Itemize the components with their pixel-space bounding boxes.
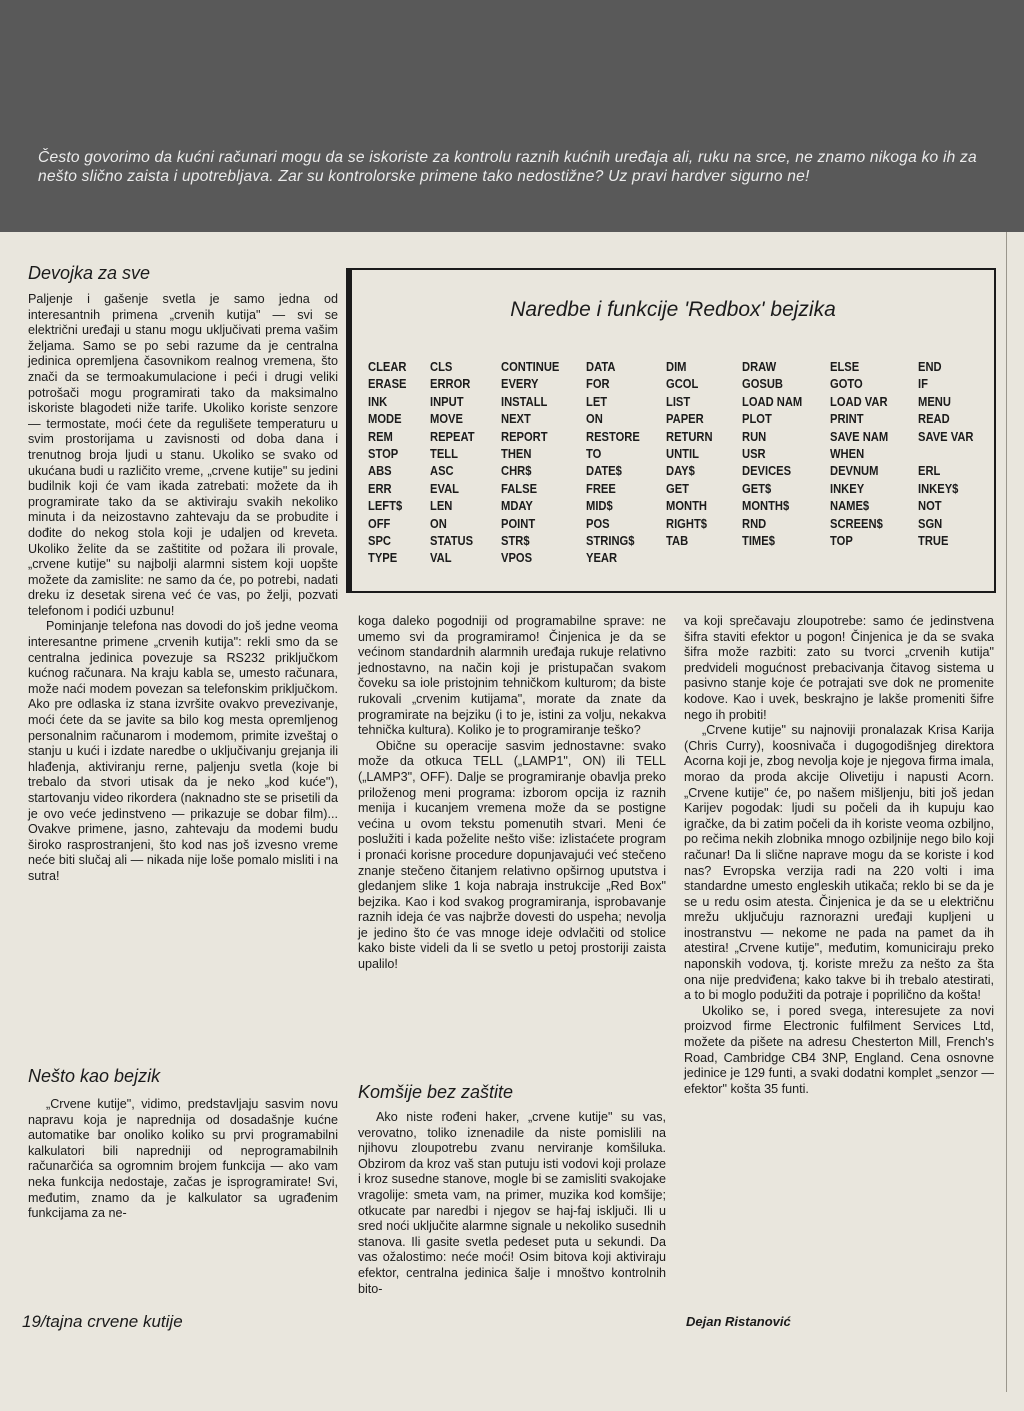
keyword: DRAW: [742, 359, 777, 374]
keyword: RESTORE: [586, 428, 640, 444]
keyword: DIM: [666, 359, 687, 374]
header-banner: [0, 0, 1024, 232]
keyword: STOP: [368, 446, 399, 462]
keyword: FALSE: [501, 480, 538, 496]
keyword: EVAL: [430, 480, 459, 496]
keyword: FOR: [586, 376, 610, 392]
keyword: STATUS: [430, 533, 474, 549]
keyword: MDAY: [501, 498, 533, 514]
keyword: FREE: [586, 480, 616, 496]
keyword: PLOT: [742, 411, 772, 427]
keyword: ERASE: [368, 376, 407, 392]
keyword: PAPER: [666, 411, 704, 427]
keyword-column: [666, 358, 713, 549]
keyword: LOAD NAM: [742, 393, 803, 409]
page-label: 19/tajna crvene kutije: [22, 1312, 183, 1331]
paragraph: Obične su operacije sasvim jednostavne: svako može da otkuca TELL („LAMP1", ON) ili TELL („LAMP3", OFF). Dalje se programiranje obavlja preko priloženog meni programa: izborom opcija iz raznih menija i kucanjem vremena može da se postigne većina u ovom tekstu pomenutih stvari. Meni će poslužiti i kada poželite nešto više: izlistaćete program i pronaći korisne procedure dopunjavajući već stečeno znanje stečeno čitanjem relativno opširnog uputstva i gledanjem slike 1 koja nabraja instrukcije „Red Box" bejzika. Kao i kod svakog programiranja, isprobavanje raznih ideja će vas najbrže dovesti do uspeha; nevolja je jedino što će vas mnoge ideje odvlačiti od stolice kako biste videli da li se svetlo u petoj prostoriji zaista upalilo!: [358, 738, 666, 972]
keyword-column: [501, 358, 559, 567]
keyword-column: [918, 358, 973, 549]
keyword: VAL: [430, 550, 452, 566]
column-middle: [358, 614, 666, 973]
keyword: ON: [430, 515, 447, 531]
paragraph: „Crvene kutije" su najnoviji pronalazak Krisa Karija (Chris Curry), koosnivača i dugogodišnjeg direktora Acorna koji je, zbog nevolja koje je njegova firma imala, morao da proda akcije Olivetiju i napusti Acorn. „Crvene kutije" će, po našem mišljenju, biti još jedan Karijev pogodak: ljudi su počeli da ih kupuju kao igračke, da bi zatim počeli da ih koriste veoma ozbiljno, po rečima nekih zlobnika mnogo ozbiljnije nego bilo koji računar! Da li slične naprave mogu da se koriste i kod nas? Evropska verzija radi na 220 volti i ima standardne umesto engleskih utikača; reklo bi se da je se u redu osim atesta. Činjenica je da se u električnu mrežu uključuju raznorazni uređaji kupljeni u inostranstvu — nekome ne pada na pamet da ih atestira! „Crvene kutije", međutim, komuniciraju preko naponskih vodova, tj. koriste mrežu za nešto za šta ona nije predviđena; kako takve bi ih trebalo atestirati, a to bi moglo podužiti da potraje i poprilično da košta!: [684, 723, 994, 1003]
keyword: NEXT: [501, 411, 531, 427]
column-left-bottom: [28, 1097, 338, 1222]
keyword: STR$: [501, 533, 530, 549]
keyword: SCREEN$: [830, 515, 883, 531]
keyword: TRUE: [918, 533, 949, 549]
keyword: RND: [742, 515, 767, 531]
keyword: REM: [368, 428, 393, 444]
paragraph: va koji sprečavaju zloupotrebe: samo će jedinstvena šifra staviti efektor u pogon! Činjenica je da se svaka šifra može razbiti: zato su tvorci „crvenih kutija" predvideli mogućnost prebacivanja čitavog sistema u pasivno stanje koje će potrajati sve dok ne promenite kodove. Kao i uvek, beskrajno je lakše promeniti šifre nego ih probiti!: [684, 614, 994, 722]
keyword: ERR: [368, 480, 392, 496]
keyword: GET: [666, 480, 689, 496]
keyword: CHR$: [501, 463, 532, 479]
keyword: REPORT: [501, 428, 548, 444]
keyword: ERROR: [430, 376, 471, 392]
keyword: STRING$: [586, 533, 635, 549]
keyword: LIST: [666, 393, 691, 409]
keyword: ON: [586, 411, 603, 427]
keyword: IF: [918, 376, 928, 392]
paragraph: Paljenje i gašenje svetla je samo jedna od interesantnih primena „crvenih kutija" — svi se električni uređaji u stanu mogu uključivati prema vašim željama. Samo se po sebi razume da je centralna jedinica opremljena časovnikom realnog vremena, što znači da se termoakumulacione i peći i drugi veliki potrošači mogu programirati tako da maksimalno iskoriste blagodeti niže tarife. Ukoliko koriste senzore — termostate, moći ćete da regulišete temperaturu u svim prostorijama u zavisnosti od doba dana i trenutnog broja ljudi u stanu. Ukoliko se svako od ukućana budi u različito vreme, „crvene kutije" su jedini budilnik koji će vam ikada zatrebati: možete da ih programirate tako da se aktiviraju svakih nekoliko minuta i da neizostavno zahtevaju da se probudite i dođite do nekog stola koji je udaljen od kreveta. Ukoliko želite da se zaštitite od požara ili provale, „crvene kutije" su najbolji alarmni sistem koji uopšte možete da zamislite: ne samo da će, po potrebi, nadati dreku iz desetak sirena već će vas, po želji, pozvati telefonom i podići uzbunu!: [28, 292, 338, 618]
keyword-column: [830, 358, 888, 549]
keyword: POS: [586, 515, 610, 531]
keyword: CLEAR: [368, 359, 407, 374]
keyword: TO: [586, 446, 602, 462]
keyword: EVERY: [501, 376, 539, 392]
keyword: RIGHT$: [666, 515, 707, 531]
heading-devojka: Devojka za sve: [28, 263, 151, 283]
keyword: [918, 445, 973, 462]
keyword: SAVE VAR: [918, 428, 974, 444]
keyword: ERL: [918, 463, 941, 479]
keyword: THEN: [501, 446, 532, 462]
keyword: TIME$: [742, 533, 775, 549]
keyword: NOT: [918, 498, 942, 514]
column-right: [684, 614, 994, 1097]
column-left-top: [28, 292, 338, 885]
keyword: UNTIL: [666, 446, 699, 462]
keyword: SGN: [918, 515, 943, 531]
keyword: GOTO: [830, 376, 863, 392]
heading-bejzik: Nešto kao bejzik: [28, 1066, 161, 1086]
keyword: CLS: [430, 359, 453, 374]
keyword-column: [368, 358, 407, 567]
keyword-column: [586, 358, 640, 567]
keyword-column: [742, 358, 802, 549]
keyword: DATA: [586, 359, 616, 374]
keyword: REPEAT: [430, 428, 475, 444]
keyword: ABS: [368, 463, 392, 479]
keyword: LOAD VAR: [830, 393, 888, 409]
keyword: GCOL: [666, 376, 699, 392]
keyword: INSTALL: [501, 393, 548, 409]
intro-text: Često govorimo da kućni računari mogu da se iskoriste za kontrolu raznih kućnih uređaja ali, ruku na srce, ne znamo nikoga ko ih za nešto slično zaista i upotrebljava. Zar su kontrolorske primene tako nedostižne? Uz pravi hardver sigurno ne!: [38, 149, 977, 185]
keyword: LEFT$: [368, 498, 403, 514]
keyword: INK: [368, 393, 388, 409]
keyword: NAME$: [830, 498, 870, 514]
keyword: MENU: [918, 393, 951, 409]
keyword: MOVE: [430, 411, 463, 427]
keyword: MID$: [586, 498, 613, 514]
keyword: RUN: [742, 428, 767, 444]
keyword: WHEN: [830, 446, 865, 462]
keyword: GET$: [742, 480, 772, 496]
keyword: DEVICES: [742, 463, 792, 479]
author-signature: Dejan Ristanović: [686, 1314, 791, 1329]
keyword-box-title: Naredbe i funkcije 'Redbox' bejzika: [510, 298, 836, 321]
keyword: TELL: [430, 446, 458, 462]
heading-komsije: Komšije bez zaštite: [358, 1082, 514, 1102]
keyword: READ: [918, 411, 950, 427]
paragraph: koga daleko pogodniji od programabilne sprave: ne umemo svi da programiramo! Činjenica je da se većinom standardnih alarmnih uređaja rukuje relativno jednostavno, na način koji je pristupačan svakom čoveku sa iole pristojnim tehničkom kulturom; da biste rukovali „crvenim kutijama", morate da znate da programirate na bejziku (i to je, istini za volju, nekakva tehnička kultura). Koliko je to programiranje teško?: [358, 614, 666, 738]
keyword: DATE$: [586, 463, 622, 479]
keyword: DAY$: [666, 463, 695, 479]
keyword: RETURN: [666, 428, 713, 444]
keyword: PRINT: [830, 411, 864, 427]
keyword: TYPE: [368, 550, 398, 566]
keyword: ELSE: [830, 359, 860, 374]
keyword: SPC: [368, 533, 391, 549]
keyword: OFF: [368, 515, 391, 531]
keyword: MONTH: [666, 498, 707, 514]
keyword: LEN: [430, 498, 453, 514]
keyword: SAVE NAM: [830, 428, 889, 444]
keyword: GOSUB: [742, 376, 783, 392]
keyword: DEVNUM: [830, 463, 879, 479]
paragraph: Ukoliko se, i pored svega, interesujete za novi proizvod firme Electronic fulfilment Services Ltd, možete da pišete na adresu Chesterton Mill, French's Road, Cambridge CB4 3NP, England. Cena osnovne jedinice je 129 funti, a svaki dodatni komplet „senzor — efektor" košta 35 funti.: [684, 1003, 994, 1096]
keyword: LET: [586, 393, 608, 409]
keyword: YEAR: [586, 550, 618, 566]
keyword: MODE: [368, 411, 402, 427]
keyword: USR: [742, 446, 766, 462]
keyword: INKEY: [830, 480, 865, 496]
keyword: TOP: [830, 533, 853, 549]
keyword-column: [430, 358, 475, 567]
keyword: VPOS: [501, 550, 533, 566]
keyword: END: [918, 359, 942, 374]
column-middle-bottom: [358, 1110, 666, 1297]
keyword-box: [346, 268, 996, 593]
paragraph: „Crvene kutije", vidimo, predstavljaju sasvim novu napravu koja je naprednija od dosadašnje kućne automatike bar onoliko koliko su prvi programabilni kalkulatori bili napredniji od neprogramabilnih računarčića sa ogromnim brojem funkcija — ako vam neka funkcija nedostaje, začas je isprogramirate! Svi, međutim, znamo da je kalkulator sa ugrađenim funkcijama za ne-: [28, 1097, 338, 1221]
keyword: MONTH$: [742, 498, 790, 514]
keyword: ASC: [430, 463, 454, 479]
keyword: TAB: [666, 533, 689, 549]
keyword: INKEY$: [918, 480, 959, 496]
keyword: POINT: [501, 515, 536, 531]
keyword: INPUT: [430, 393, 464, 409]
paragraph: Pominjanje telefona nas dovodi do još jedne veoma interesantne primene „crvenih kutija": rekli smo da se centralna jedinica povezuje sa RS232 priključkom kućnog računara. Na kraju kabla se, umesto računara, može naći modem povezan sa telefonskim priključkom. Ako pre odlaska iz stana izvršite ovakvo prevezivanje, moći ćete da se javite sa bilo kog mesta opremljenog personalnim računarom i modemom, primite izveštaj o stanju u kući i izdate naredbe o uključivanju grejanja ili hlađenja, aktiviranju rerne, paljenju svetla (koje bi trebalo da stvori utisak da je neko „kod kuće"), startovanju video rikordera (naknadno ste se prisetili da je ovo veće jedinstveno — prikazuje se dobar film)... Ovakve primene, jasno, zahtevaju da modemi budu široko rasprostranjeni, što kod nas još izvesno vreme neće biti slučaj ali — nikada nije loše pomalo misliti i na sutra!: [28, 619, 338, 883]
paragraph: Ako niste rođeni haker, „crvene kutije" su vas, verovatno, toliko iznenadile da niste pomislili na njihovu zloupotrebu zvanu nerviranje komšiluka. Obzirom da kroz vaš stan putuju isti vodovi koji prolaze i kroz susedne stanove, mogle bi se zamisliti svakojake vragolije: smeta vam, na primer, muzika kod komšije; otkucate par naredbi i njegov se haj-faj isključi. Ili u sred noći uključite alarmne signale u nekoliko susednih stanova. Ili gasite svetla pedeset puta u sekundi. Da vas ožalostimo: neće moći! Osim bitova koji aktiviraju efektor, centralna jedinica šalje i mnoštvo kontrolnih bito-: [358, 1110, 666, 1296]
keyword: CONTINUE: [501, 359, 560, 374]
